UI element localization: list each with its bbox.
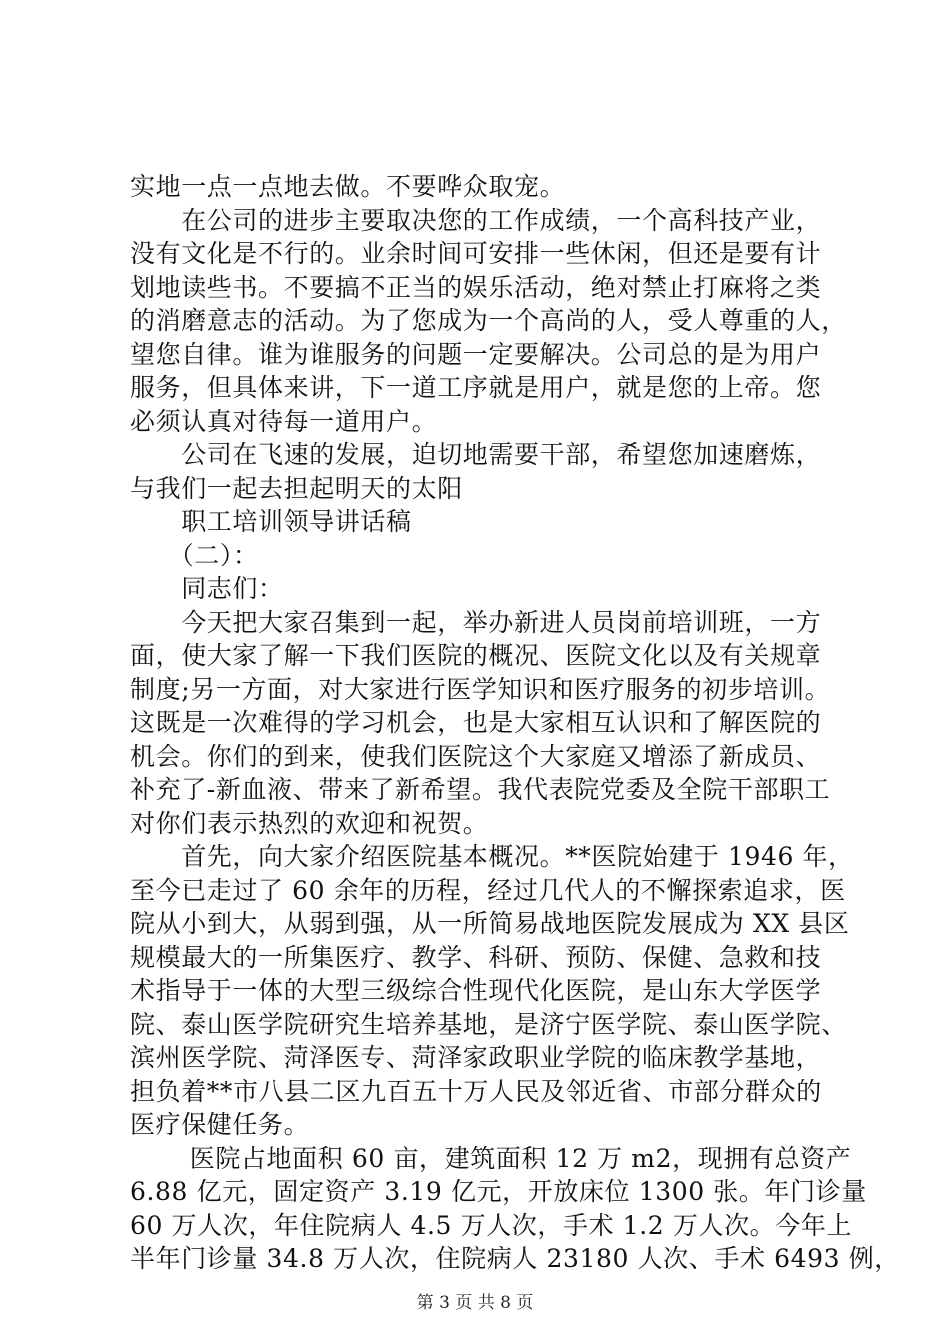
- text-line: 半年门诊量 34.8 万人次，住院病人 23180 人次、手术 6493 例，: [130, 1244, 900, 1273]
- text-line: 院、泰山医学院研究生培养基地，是济宁医学院、泰山医学院、: [130, 1009, 847, 1039]
- salutation: 同志们：: [130, 574, 284, 603]
- text-line: 医院占地面积 60 亩，建筑面积 12 万 m2，现拥有总资产: [130, 1143, 852, 1173]
- text-line: 面，使大家了解一下我们医院的概况、医院文化以及有关规章: [130, 641, 822, 670]
- text-line: 至今已走过了 60 余年的历程，经过几代人的不懈探索追求，医: [130, 875, 846, 905]
- text-line: 机会。你们的到来，使我们医院这个大家庭又增添了新成员、: [130, 741, 822, 771]
- text-line: 担负着**市八县二区九百五十万人民及邻近省、市部分群众的: [130, 1076, 822, 1106]
- text-line: 望您自律。谁为谁服务的问题一定要解决。公司总的是为用户: [130, 339, 822, 369]
- text-line: 的消磨意志的活动。为了您成为一个高尚的人，受人尊重的人，: [130, 306, 847, 335]
- text-line: 今天把大家召集到一起，举办新进人员岗前培训班，一方: [130, 607, 822, 637]
- section-number: （二）：: [130, 540, 259, 570]
- text-line: 制度;另一方面，对大家进行医学知识和医疗服务的初步培训。: [130, 674, 831, 704]
- text-line: 医疗保健任务。: [130, 1110, 310, 1139]
- text-line: 对你们表示热烈的欢迎和祝贺。: [130, 808, 489, 838]
- document-body: [130, 170, 900, 1276]
- text-line: 公司在飞速的发展，迫切地需要干部，希望您加速磨炼，: [130, 440, 822, 469]
- page-number-footer: 第 3 页 共 8 页: [416, 1293, 534, 1313]
- text-line: 没有文化是不行的。业余时间可安排一些休闲，但还是要有计: [130, 239, 822, 268]
- text-line: 划地读些书。不要搞不正当的娱乐活动，绝对禁止打麻将之类: [130, 272, 822, 302]
- text-line: 必须认真对待每一道用户。: [130, 406, 438, 436]
- text-line: 实地一点一点地去做。不要哗众取宠。: [130, 172, 566, 201]
- text-line: 与我们一起去担起明天的太阳: [130, 473, 463, 503]
- text-line: 60 万人次，年住院病人 4.5 万人次，手术 1.2 万人次。今年上: [130, 1210, 853, 1240]
- text-line: 服务，但具体来讲，下一道工序就是用户，就是您的上帝。您: [130, 373, 822, 402]
- text-line: 院从小到大，从弱到强，从一所简易战地医院发展成为 XX 县区: [130, 909, 850, 938]
- text-line: 这既是一次难得的学习机会，也是大家相互认识和了解医院的: [130, 708, 822, 737]
- text-line: 规模最大的一所集医疗、教学、科研、预防、保健、急救和技: [130, 942, 822, 972]
- text-line: 首先，向大家介绍医院基本概况。**医院始建于 1946 年，: [130, 842, 854, 871]
- text-line: 术指导于一体的大型三级综合性现代化医院，是山东大学医学: [130, 976, 822, 1005]
- section-title: 职工培训领导讲话稿: [130, 507, 412, 536]
- text-line: 补充了-新血液、带来了新希望。我代表院党委及全院干部职工: [130, 775, 831, 804]
- text-line: 在公司的进步主要取决您的工作成绩，一个高科技产业，: [130, 205, 822, 235]
- text-line: 6.88 亿元，固定资产 3.19 亿元，开放床位 1300 张。年门诊量: [130, 1177, 867, 1206]
- text-line: 滨州医学院、菏泽医专、菏泽家政职业学院的临床教学基地，: [130, 1043, 822, 1072]
